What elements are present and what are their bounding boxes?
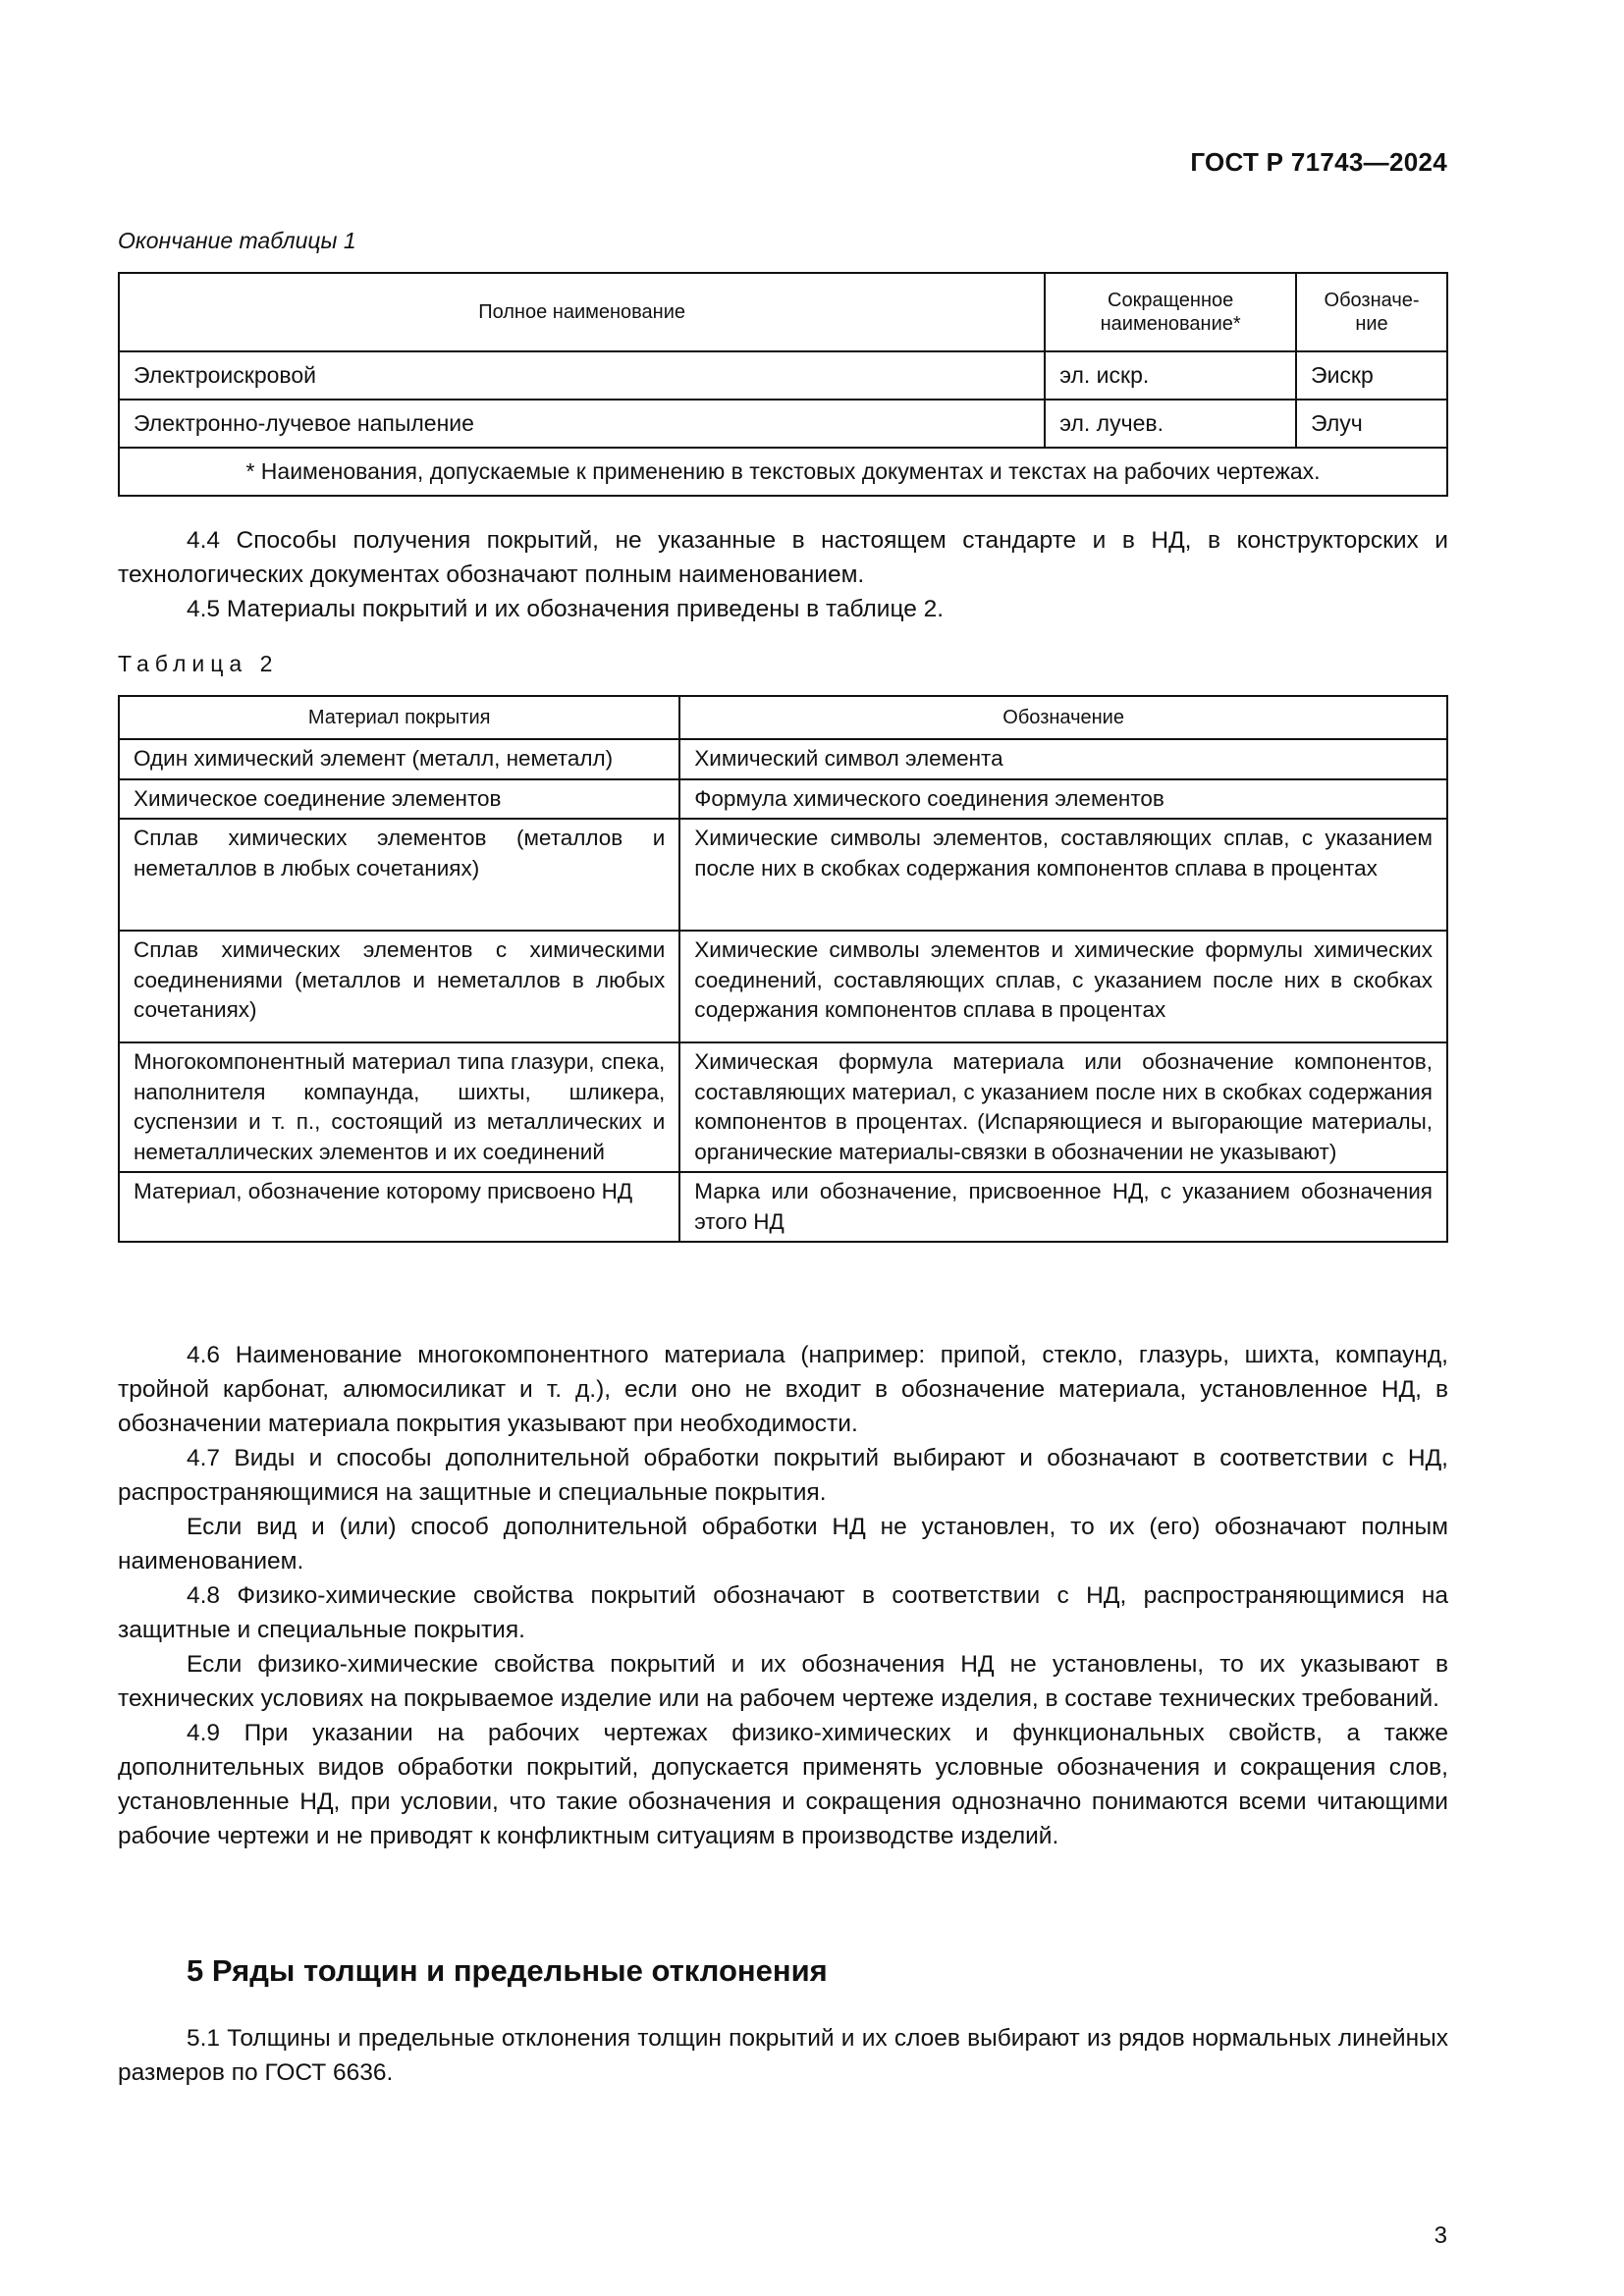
table1-cell-code: Эискр	[1296, 351, 1447, 400]
table1	[118, 272, 1448, 497]
section-5-title: 5 Ряды толщин и предельные отклонения	[187, 1953, 828, 1988]
table2-cell-designation: Химические символы элементов, составляющих сплав, с указанием после них в скобках содержания компонентов сплава в процентах	[679, 819, 1447, 931]
table2-header-designation: Обозначение	[679, 696, 1447, 739]
paragraph-5-1: 5.1 Толщины и предельные отклонения толщин покрытий и их слоев выбирают из рядов нормальных линейных размеров по ГОСТ 6636.	[118, 2025, 1448, 2086]
table2-cell-material: Химическое соединение элементов	[119, 779, 679, 820]
table-row	[119, 819, 1447, 931]
table1-header-short	[1045, 273, 1296, 351]
table2-cell-material: Материал, обозначение которому присвоено НД	[119, 1172, 679, 1242]
table1-caption: Окончание таблицы 1	[118, 228, 356, 253]
table1-header-code-line2: ние	[1355, 313, 1388, 335]
paragraph-4-7: 4.7 Виды и способы дополнительной обработки покрытий выбирают и обозначают в соответствии с НД, распространяющимися на защитные и специальные покрытия.	[118, 1445, 1448, 1506]
table1-cell-full: Электроискровой	[119, 351, 1045, 400]
paragraphs-4-6-4-9	[118, 1338, 1448, 1853]
paragraph-4-8: 4.8 Физико-химические свойства покрытий обозначают в соответствии с НД, распространяющимися на защитные и специальные покрытия.	[118, 1582, 1448, 1643]
paragraph-4-5: 4.5 Материалы покрытий и их обозначения приведены в таблице 2.	[187, 596, 945, 622]
table1-cell-short: эл. искр.	[1045, 351, 1296, 400]
table1-header-row	[119, 273, 1447, 351]
table-row	[119, 931, 1447, 1042]
table1-header-short-line2: наименование*	[1100, 313, 1241, 335]
table1-header-full: Полное наименование	[119, 273, 1045, 351]
table-row	[119, 1042, 1447, 1172]
table-row	[119, 1172, 1447, 1242]
table2-cell-material: Многокомпонентный материал типа глазури, спека, наполнителя компаунда, шихты, шликера, суспензии и т. п., состоящий из металлических и неметаллических элементов и их соединений	[119, 1042, 679, 1172]
table2-cell-designation: Марка или обозначение, присвоенное НД, с указанием обозначения этого НД	[679, 1172, 1447, 1242]
paragraph-4-9: 4.9 При указании на рабочих чертежах физико-химических и функциональных свойств, а также дополнительных видов обработки покрытий, допускается применять условные обозначения и сокращения слов, установленные НД, при условии, что такие обозначения и сокращения однозначно понимаются всеми читающими рабочие чертежи и не приводят к конфликтным ситуациям в производстве изделий.	[118, 1720, 1448, 1849]
paragraph-4-4: 4.4 Способы получения покрытий, не указанные в настоящем стандарте и в НД, в конструкторских и технологических документах обозначают полным наименованием.	[118, 527, 1448, 588]
table2-header-material: Материал покрытия	[119, 696, 679, 739]
table2-cell-material: Сплав химических элементов с химическими соединениями (металлов и неметаллов в любых сочетаниях)	[119, 931, 679, 1042]
table-row	[119, 739, 1447, 779]
paragraph-block-5-1	[118, 2021, 1448, 2090]
table1-header-code-line1: Обозначе-	[1324, 290, 1420, 311]
page-number: 3	[1434, 2222, 1447, 2249]
table1-header-code	[1296, 273, 1447, 351]
table2-cell-material: Сплав химических элементов (металлов и неметаллов в любых сочетаниях)	[119, 819, 679, 931]
table2-cell-designation: Химическая формула материала или обозначение компонентов, составляющих материал, с указанием после них в скобках содержания компонентов в процентах. (Испаряющиеся и выгорающие материалы, органические материалы-связки в обозначении не указывают)	[679, 1042, 1447, 1172]
table1-header-short-line1: Сокращенное	[1108, 290, 1234, 311]
table2-caption: Таблица 2	[118, 651, 279, 676]
table1-cell-code: Элуч	[1296, 400, 1447, 448]
table2	[118, 695, 1448, 1243]
table1-footnote-row	[119, 448, 1447, 496]
table-row	[119, 351, 1447, 400]
table2-cell-material: Один химический элемент (металл, неметалл)	[119, 739, 679, 779]
paragraph-4-7-continuation: Если вид и (или) способ дополнительной обработки НД не установлен, то их (его) обозначают полным наименованием.	[118, 1514, 1448, 1575]
paragraph-4-6: 4.6 Наименование многокомпонентного материала (например: припой, стекло, глазурь, шихта, компаунд, тройной карбонат, алюмосиликат и т. д.), если оно не входит в обозначение материала, установленное НД, в обозначении материала покрытия указывают при необходимости.	[118, 1342, 1448, 1437]
table2-cell-designation: Химические символы элементов и химические формулы химических соединений, составляющих сплав, с указанием после них в скобках содержания компонентов сплава в процентах	[679, 931, 1447, 1042]
table1-footnote: * Наименования, допускаемые к применению в текстовых документах и текстах на рабочих чертежах.	[119, 448, 1447, 496]
document-code: ГОСТ Р 71743—2024	[1190, 147, 1447, 177]
paragraph-4-8-continuation: Если физико-химические свойства покрытий и их обозначения НД не установлены, то их указывают в технических условиях на покрываемое изделие или на рабочем чертеже изделия, в составе технических требований.	[118, 1651, 1448, 1712]
table-row	[119, 400, 1447, 448]
table2-header-row	[119, 696, 1447, 739]
paragraphs-4-4-4-5	[118, 523, 1448, 626]
table1-cell-full: Электронно-лучевое напыление	[119, 400, 1045, 448]
table1-cell-short: эл. лучев.	[1045, 400, 1296, 448]
table2-cell-designation: Химический символ элемента	[679, 739, 1447, 779]
table2-cell-designation: Формула химического соединения элементов	[679, 779, 1447, 820]
table-row	[119, 779, 1447, 820]
